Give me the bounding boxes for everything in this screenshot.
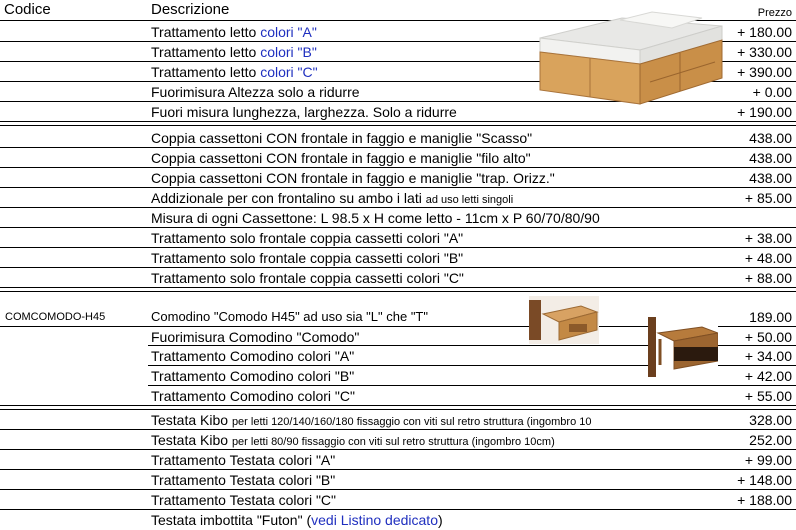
table-row bbox=[0, 228, 796, 248]
row-price: + 0.00 bbox=[752, 84, 792, 100]
row-code: COMCOMODO-H45 bbox=[5, 311, 106, 323]
row-description: Testata Kibo per letti 120/140/160/180 fissaggio con viti sul retro struttura (ingombro 10 bbox=[151, 412, 592, 428]
row-price: 189.00 bbox=[749, 309, 792, 325]
table-row bbox=[0, 490, 796, 510]
row-description: Testata Kibo per letti 80/90 fissaggio con viti sul retro struttura (ingombro 10cm) bbox=[151, 432, 555, 448]
table-row bbox=[0, 430, 796, 450]
row-price: 438.00 bbox=[749, 150, 792, 166]
row-description: Addizionale per con frontalino su ambo i lati ad uso letti singoli bbox=[151, 190, 514, 206]
row-description: Trattamento Testata colori "A" bbox=[151, 452, 336, 468]
table-row bbox=[0, 248, 796, 268]
table-row bbox=[0, 450, 796, 470]
row-price: + 48.00 bbox=[744, 250, 792, 266]
row-price: + 180.00 bbox=[737, 24, 792, 40]
row-description: Misura di ogni Cassettone: L 98.5 x H come letto - 11cm x P 60/70/80/90 bbox=[151, 210, 600, 226]
row-description: Trattamento solo frontale coppia cassetti colori "C" bbox=[151, 270, 464, 286]
row-price: 438.00 bbox=[749, 130, 792, 146]
header-description: Descrizione bbox=[151, 1, 230, 18]
table-row bbox=[0, 470, 796, 490]
section-divider bbox=[0, 121, 796, 126]
row-price: + 88.00 bbox=[744, 270, 792, 286]
row-price: + 188.00 bbox=[737, 492, 792, 508]
table-row bbox=[0, 386, 796, 406]
header-code: Codice bbox=[4, 1, 51, 18]
row-description: Comodino "Comodo H45" ad uso sia "L" che "T" bbox=[151, 309, 428, 324]
row-description: Trattamento letto colori "B" bbox=[151, 44, 317, 60]
bed-with-drawers-image bbox=[530, 4, 725, 106]
row-description: Trattamento Comodino colori "B" bbox=[151, 368, 355, 384]
row-description: Trattamento Comodino colori "A" bbox=[151, 348, 355, 364]
table-row bbox=[0, 208, 796, 228]
table-row bbox=[0, 510, 796, 530]
row-description: Trattamento letto colori "A" bbox=[151, 24, 317, 40]
table-row bbox=[0, 410, 796, 430]
row-description: Trattamento Testata colori "C" bbox=[151, 492, 337, 508]
row-price: + 330.00 bbox=[737, 44, 792, 60]
row-description: Coppia cassettoni CON frontale in faggio e maniglie "Scasso" bbox=[151, 130, 533, 146]
row-price: 252.00 bbox=[749, 432, 792, 448]
row-description: Coppia cassettoni CON frontale in faggio e maniglie "trap. Orizz." bbox=[151, 170, 555, 186]
section-divider bbox=[0, 287, 796, 292]
row-price: + 190.00 bbox=[737, 104, 792, 120]
table-row bbox=[0, 188, 796, 208]
row-description: Trattamento Comodino colori "C" bbox=[151, 388, 355, 404]
row-description: Trattamento Testata colori "B" bbox=[151, 472, 336, 488]
table-row bbox=[0, 148, 796, 168]
nightstand-image bbox=[529, 296, 599, 344]
row-description: Testata imbottita "Futon" (vedi Listino dedicato) bbox=[151, 512, 443, 528]
row-description: Fuori misura lunghezza, larghezza. Solo a ridurre bbox=[151, 104, 457, 120]
table-row bbox=[0, 168, 796, 188]
row-description: Fuorimisura Comodino "Comodo" bbox=[151, 329, 360, 345]
table-row bbox=[0, 268, 796, 288]
row-description: Trattamento solo frontale coppia cassetti colori "A" bbox=[151, 230, 464, 246]
row-description: Fuorimisura Altezza solo a ridurre bbox=[151, 84, 360, 100]
row-price: + 148.00 bbox=[737, 472, 792, 488]
row-description: Coppia cassettoni CON frontale in faggio e maniglie "filo alto" bbox=[151, 150, 531, 166]
row-price: + 55.00 bbox=[744, 388, 792, 404]
row-price: 328.00 bbox=[749, 412, 792, 428]
row-price: + 38.00 bbox=[744, 230, 792, 246]
row-price: + 50.00 bbox=[744, 329, 792, 345]
listino-link[interactable]: vedi Listino dedicato bbox=[311, 512, 438, 528]
row-price: + 34.00 bbox=[744, 348, 792, 364]
row-price: + 42.00 bbox=[744, 368, 792, 384]
table-row bbox=[0, 128, 796, 148]
header-price: Prezzo bbox=[757, 7, 792, 19]
row-description: Trattamento solo frontale coppia cassetti colori "B" bbox=[151, 250, 464, 266]
row-price: + 390.00 bbox=[737, 64, 792, 80]
row-description: Trattamento letto colori "C" bbox=[151, 64, 318, 80]
nightstand-image bbox=[648, 317, 718, 377]
row-price: + 85.00 bbox=[744, 190, 792, 206]
row-price: + 99.00 bbox=[744, 452, 792, 468]
row-price: 438.00 bbox=[749, 170, 792, 186]
